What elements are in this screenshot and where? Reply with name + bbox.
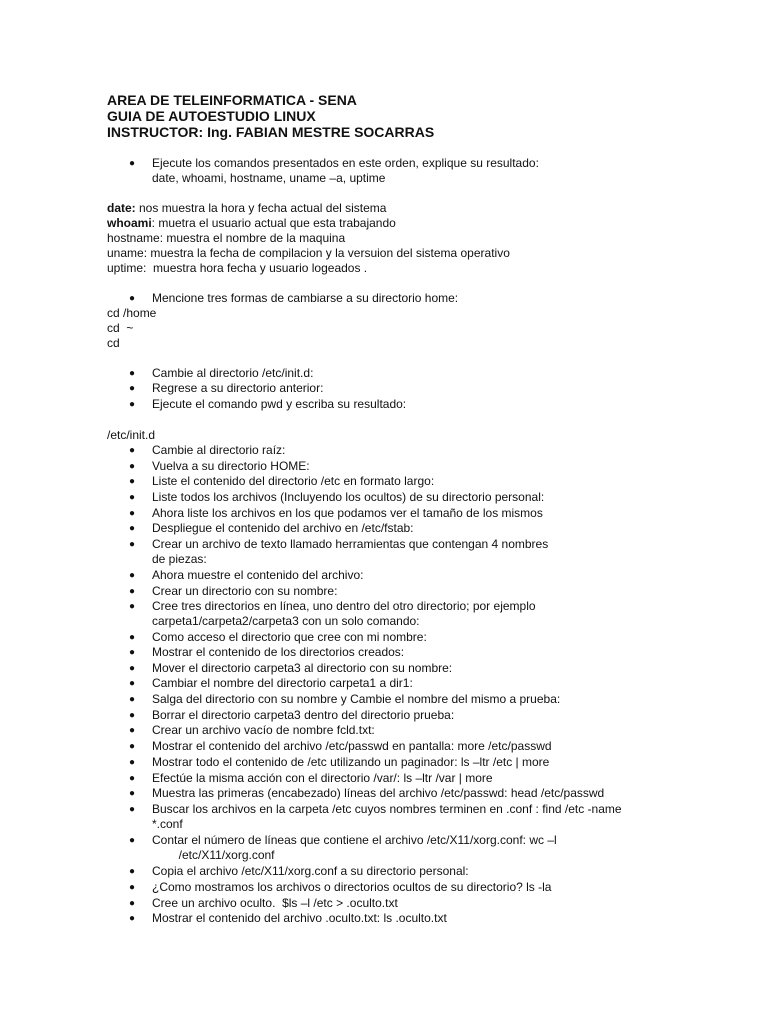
bullet-icon: ● [129,461,136,472]
bullet-icon: ● [129,898,136,909]
question-item-continuation: /etc/X11/xorg.conf [152,848,275,862]
bullet-icon: ● [129,804,136,815]
bullet-icon: ● [129,663,136,674]
question-item: Copia el archivo /etc/X11/xorg.conf a su directorio personal: [152,864,469,878]
bullet-icon: ● [129,293,136,304]
answer-line: cd /home [107,306,157,320]
question-item: Mover el directorio carpeta3 al directorio con su nombre: [152,661,453,675]
bullet-icon: ● [129,632,136,643]
question-item: Ejecute los comandos presentados en este orden, explique su resultado: [152,156,539,170]
answer-line: uptime: muestra hora fecha y usuario logeados . [107,261,368,275]
bullet-icon: ● [129,913,136,924]
answer-line: /etc/init.d [107,428,156,442]
question-item: Como acceso el directorio que cree con mi nombre: [152,630,427,644]
answer-line: cd [107,336,120,350]
question-item: Crear un directorio con su nombre: [152,584,338,598]
question-item: Ahora muestre el contenido del archivo: [152,568,364,582]
bullet-icon: ● [129,725,136,736]
question-item: Cree tres directorios en línea, uno dentro del otro directorio; por ejemplo [152,599,536,613]
question-item: Crear un archivo de texto llamado herramientas que contengan 4 nombres [152,537,549,551]
bullet-icon: ● [129,866,136,877]
bullet-icon: ● [129,523,136,534]
bullet-icon: ● [129,445,136,456]
bullet-icon: ● [129,508,136,519]
question-item: Salga del directorio con su nombre y Cambie el nombre del mismo a prueba: [152,692,561,706]
header-instructor: INSTRUCTOR: Ing. FABIAN MESTRE SOCARRAS [107,124,435,140]
question-item: Cambie al directorio /etc/init.d: [152,366,314,380]
bullet-icon: ● [129,741,136,752]
question-item: Buscar los archivos en la carpeta /etc cuyos nombres terminen en .conf : find /etc -name [152,802,622,816]
answer-line: cd ~ [107,321,134,335]
answer-desc: nos muestra la hora y fecha actual del sistema [135,201,387,215]
bullet-icon: ● [129,570,136,581]
bullet-icon: ● [129,399,136,410]
question-item: Cambiar el nombre del directorio carpeta1 a dir1: [152,676,413,690]
answer-line: hostname: muestra el nombre de la maquina [107,231,346,245]
question-item-continuation: de piezas: [152,552,207,566]
bullet-icon: ● [129,158,136,169]
question-item: Despliegue el contenido del archivo en /etc/fstab: [152,521,414,535]
bullet-icon: ● [129,788,136,799]
question-item: Crear un archivo vacío de nombre fcld.txt: [152,723,375,737]
question-item: Contar el número de líneas que contiene el archivo /etc/X11/xorg.conf: wc –l [152,833,557,847]
question-item: Liste el contenido del directorio /etc en formato largo: [152,474,435,488]
answer-desc: : muetra el usuario actual que esta trabajando [151,216,396,230]
header-subtitle: GUIA DE AUTOESTUDIO LINUX [107,108,316,124]
bullet-icon: ● [129,757,136,768]
bullet-icon: ● [129,773,136,784]
question-item: Mencione tres formas de cambiarse a su directorio home: [152,291,459,305]
header-title: AREA DE TELEINFORMATICA - SENA [107,92,357,108]
question-item: Ahora liste los archivos en los que podamos ver el tamaño de los mismos [152,506,543,520]
question-item: Mostrar todo el contenido de /etc utilizando un paginador: ls –ltr /etc | more [152,755,550,769]
question-item: Regrese a su directorio anterior: [152,381,324,395]
answer-term: whoami [107,216,152,230]
bullet-icon: ● [129,710,136,721]
bullet-icon: ● [129,476,136,487]
question-item: Muestra las primeras (encabezado) líneas del archivo /etc/passwd: head /etc/passwd [152,786,605,800]
question-item-continuation: date, whoami, hostname, uname –a, uptime [152,171,386,185]
bullet-icon: ● [129,601,136,612]
question-item: Cree un archivo oculto. $ls –l /etc > .oculto.txt [152,896,398,910]
question-item-continuation: *.conf [152,817,183,831]
answer-line: uname: muestra la fecha de compilacion y la versuion del sistema operativo [107,246,510,260]
question-item: Mostrar el contenido del archivo /etc/passwd en pantalla: more /etc/passwd [152,739,552,753]
question-item: Cambie al directorio raíz: [152,443,286,457]
question-item: Mostrar el contenido del archivo .oculto.txt: ls .oculto.txt [152,911,447,925]
bullet-icon: ● [129,835,136,846]
bullet-icon: ● [129,383,136,394]
bullet-icon: ● [129,647,136,658]
document-header [107,92,434,140]
bullet-icon: ● [129,539,136,550]
question-item: ¿Como mostramos los archivos o directorios ocultos de su directorio? ls -la [152,880,552,894]
question-item: Efectúe la misma acción con el directorio /var/: ls –ltr /var | more [152,771,493,785]
bullet-icon: ● [129,882,136,893]
bullet-icon: ● [129,586,136,597]
question-item: Borrar el directorio carpeta3 dentro del directorio prueba: [152,708,455,722]
question-item-continuation: carpeta1/carpeta2/carpeta3 con un solo comando: [152,614,420,628]
answer-term: date: [107,201,136,215]
answer-line [107,216,396,231]
question-item: Vuelva a su directorio HOME: [152,459,310,473]
question-item: Ejecute el comando pwd y escriba su resultado: [152,397,407,411]
bullet-icon: ● [129,492,136,503]
question-item: Mostrar el contenido de los directorios creados: [152,645,405,659]
bullet-icon: ● [129,694,136,705]
bullet-icon: ● [129,368,136,379]
bullet-icon: ● [129,678,136,689]
question-item: Liste todos los archivos (Incluyendo los ocultos) de su directorio personal: [152,490,545,504]
answer-line [107,201,386,216]
